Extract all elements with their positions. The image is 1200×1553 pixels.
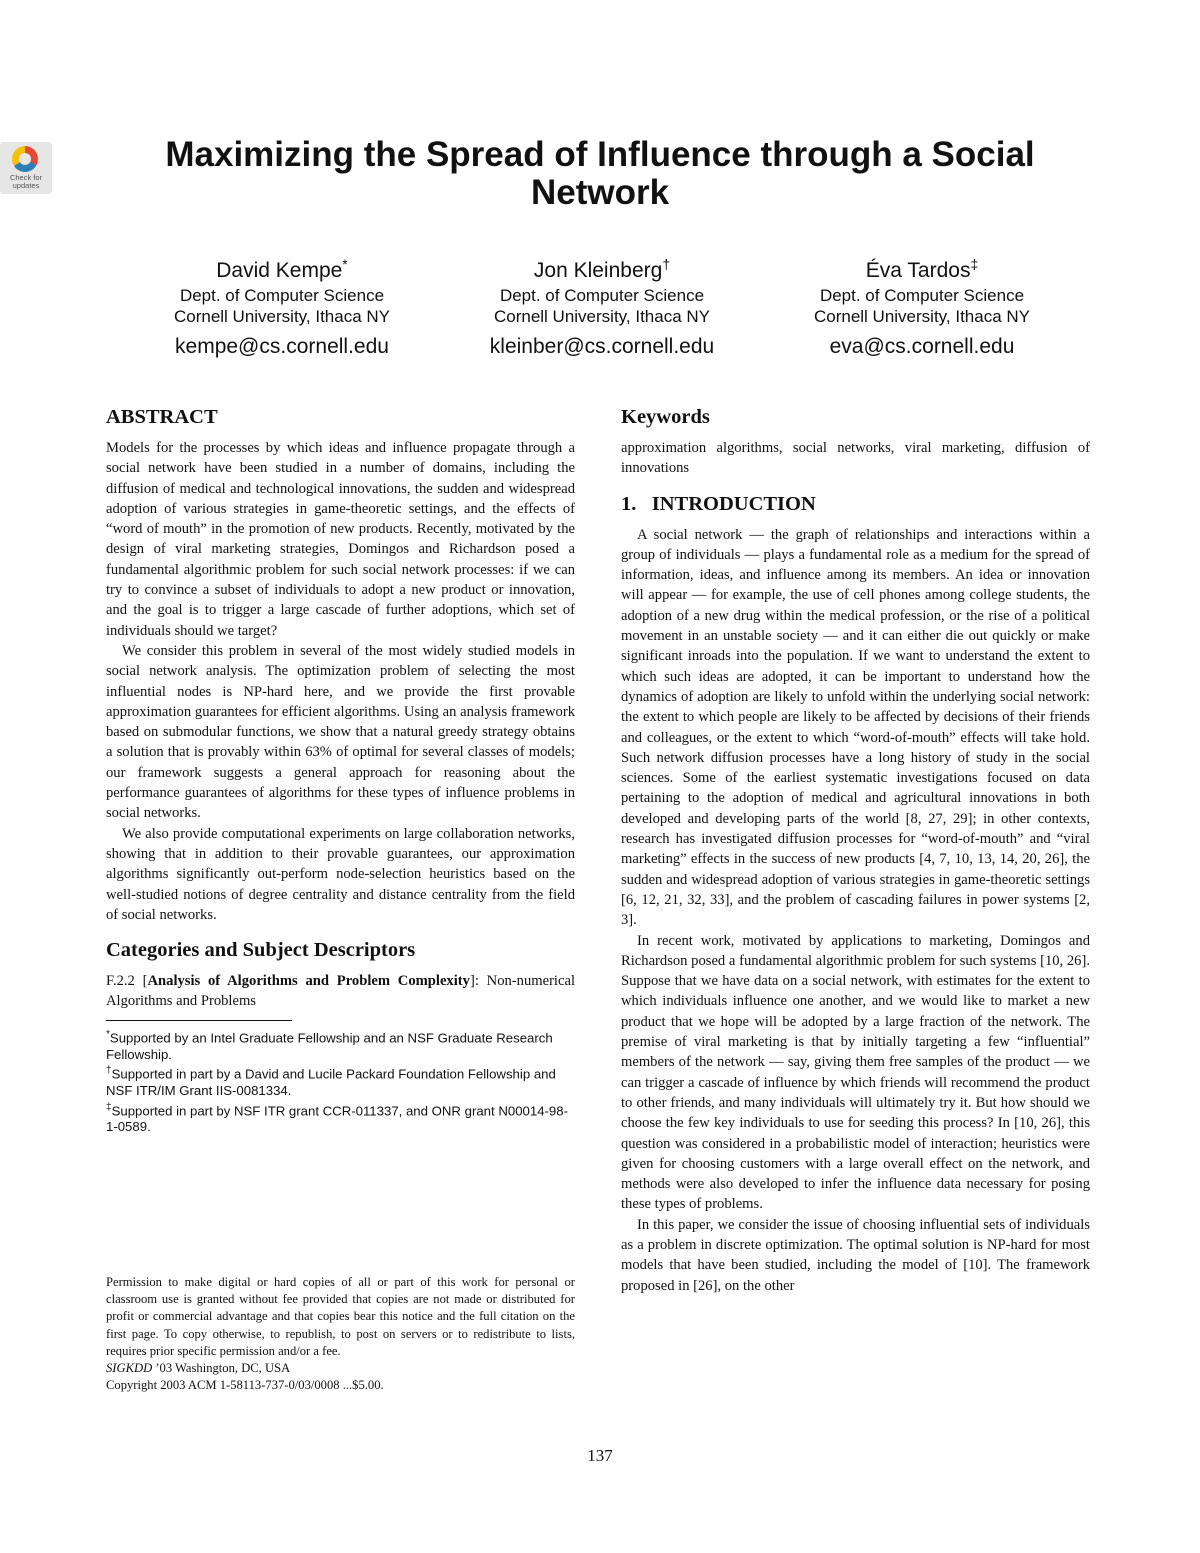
check-for-updates-badge[interactable]: [0, 142, 52, 194]
badge-label: Check for updates: [9, 173, 43, 190]
author-email: kempe@cs.cornell.edu: [175, 335, 389, 358]
permission-notice: [106, 1274, 575, 1394]
intro-paragraph: A social network — the graph of relationships and interactions within a group of individuals — plays a fundamental role as a medium for the spread of information, ideas, and influence among its members. An idea or innovation will appear — for example, the use of cell phones among college students, the adoption of a new drug within the medical profession, or the rise of a political movement in an unstable society — and it can either die out quickly or make significant inroads into the population. If we want to understand the extent to which such ideas are adopted, it can be important to understand how the dynamics of adoption are likely to unfold within the underlying social network: the extent to which people are likely to be affected by decisions of their friends and colleagues, or the extent to which “word-of-mouth” effects will take hold. Such network diffusion processes have a long history of study in the social sciences. Some of the earliest systematic investigations focused on data pertaining to the adoption of medical and agricultural innovations in both developed and developing parts of the world [8, 27, 29]; in other contexts, research has investigated diffusion processes for “word-of-mouth” and “viral marketing” effects in the success of new products [4, 7, 10, 13, 14, 20, 26], the sudden and widespread adoption of various strategies in game-theoretic settings [6, 12, 21, 32, 33], and the problem of cascading failures in power systems [2, 3].: [621, 526, 1090, 929]
author-dept: Dept. of Computer Science: [819, 286, 1025, 305]
category-title: Analysis of Algorithms and Problem Complexity: [147, 973, 470, 990]
right-column: [621, 404, 1090, 1296]
copyright-line: Copyright 2003 ACM 1-58113-737-0/03/0008 ...$5.00.: [106, 1378, 384, 1393]
author-3: [762, 250, 1082, 361]
author-1: [122, 250, 442, 361]
footnote-rule: [106, 1020, 292, 1021]
author-mark: *: [342, 256, 348, 272]
author-mark: ‡: [970, 256, 979, 272]
intro-paragraph: In recent work, motivated by applications to marketing, Domingos and Richardson posed a fundamental algorithmic problem for such systems [10, 26]. Suppose that we have data on a social network, with estimates for the extent to which individuals influence one another, and we would like to market a new product that we hope will be adopted by a large fraction of the network. The premise of viral marketing is that by initially targeting a few “influential” members of the network — say, giving them free samples of the product — we can trigger a cascade of influence by which friends will recommend the product to other friends, and many individuals will ultimately try it. But how should we choose the few key individuals to use for seeding this process? In [10, 26], this question was considered in a probabilistic model of interaction; heuristics were given for choosing customers with a large overall effect on the network, and methods were also developed to infer the influence data necessary for posing these types of problems.: [621, 932, 1090, 1213]
keywords-text: approximation algorithms, social networks, viral marketing, diffusion of innovations: [621, 440, 1090, 477]
author-affiliation: Cornell University, Ithaca NY: [813, 307, 1031, 326]
author-block: [122, 250, 1082, 361]
abstract-paragraph: We consider this problem in several of the most widely studied models in social network analysis. The optimization problem of selecting the most influential nodes is NP-hard here, and we provide the first provable approximation guarantees for efficient algorithms. Using an analysis framework based on submodular functions, we show that a natural greedy strategy obtains a solution that is provably within 63% of optimal for several classes of models; our framework suggests a general approach for reasoning about the performance guarantees of algorithms for these types of influence problems in social networks.: [106, 642, 575, 822]
author-name: Éva Tardos: [865, 259, 971, 282]
author-name: Jon Kleinberg: [533, 259, 663, 282]
crossmark-icon: [12, 146, 38, 172]
introduction-heading: 1. INTRODUCTION: [621, 492, 816, 515]
author-email: eva@cs.cornell.edu: [829, 335, 1015, 358]
categories-heading: Categories and Subject Descriptors: [106, 939, 416, 962]
paper-title: Maximizing the Spread of Influence through a Social Network: [165, 135, 1035, 212]
categories-text: F.2.2 [Analysis of Algorithms and Problem Complexity]: Non-numerical Algorithms and Problems: [106, 973, 575, 1010]
author-dept: Dept. of Computer Science: [499, 286, 705, 305]
abstract-paragraph: Models for the processes by which ideas and influence propagate through a social network have been studied in a number of domains, including the diffusion of medical and technological innovations, the sudden and widespread adoption of various strategies in game-theoretic settings, and the effects of “word of mouth” in the promotion of new products. Recently, motivated by the design of viral marketing strategies, Domingos and Richardson posed a fundamental algorithmic problem for such social network processes: if we can try to convince a subset of individuals to adopt a new product or innovation, and the goal is to trigger a large cascade of further adoptions, which set of individuals should we target?: [106, 440, 575, 639]
footnote: ‡Supported in part by NSF ITR grant CCR-011337, and ONR grant N00014-98-1-0589.: [106, 1101, 568, 1135]
footnote: †Supported in part by a David and Lucile Packard Foundation Fellowship and NSF ITR/IM Grant IIS-0081334.: [106, 1065, 556, 1098]
author-dept: Dept. of Computer Science: [179, 286, 385, 305]
abstract-paragraph: We also provide computational experiments on large collaboration networks, showing that in addition to their provable guarantees, our approximation algorithms significantly out-perform node-selection heuristics based on the well-studied notions of degree centrality and distance centrality from the field of social networks.: [106, 825, 575, 923]
author-name: David Kempe: [216, 259, 343, 282]
author-affiliation: Cornell University, Ithaca NY: [493, 307, 711, 326]
intro-paragraph: In this paper, we consider the issue of choosing influential sets of individuals as a problem in discrete optimization. The optimal solution is NP-hard for most models that have been studied, including the model of [10]. The framework proposed in [26], on the other: [621, 1216, 1090, 1294]
page-number: 137: [587, 1446, 613, 1465]
permission-text: Permission to make digital or hard copies of all or part of this work for personal or classroom use is granted without fee provided that copies are not made or distributed for profit or commercial advantage and that copies bear this notice and the full citation on the first page. To copy otherwise, to republish, to post on servers or to redistribute to lists, requires prior specific permission and/or a fee.: [106, 1275, 575, 1358]
left-column: [106, 404, 575, 1136]
author-email: kleinber@cs.cornell.edu: [489, 335, 715, 358]
author-mark: †: [662, 256, 671, 272]
footnote: *Supported by an Intel Graduate Fellowship and an NSF Graduate Research Fellowship.: [106, 1028, 553, 1062]
venue-line: SIGKDD ’03 Washington, DC, USA: [106, 1361, 291, 1376]
keywords-heading: Keywords: [621, 406, 710, 428]
author-affiliation: Cornell University, Ithaca NY: [173, 307, 391, 326]
abstract-heading: ABSTRACT: [106, 406, 218, 428]
author-2: [442, 250, 762, 361]
